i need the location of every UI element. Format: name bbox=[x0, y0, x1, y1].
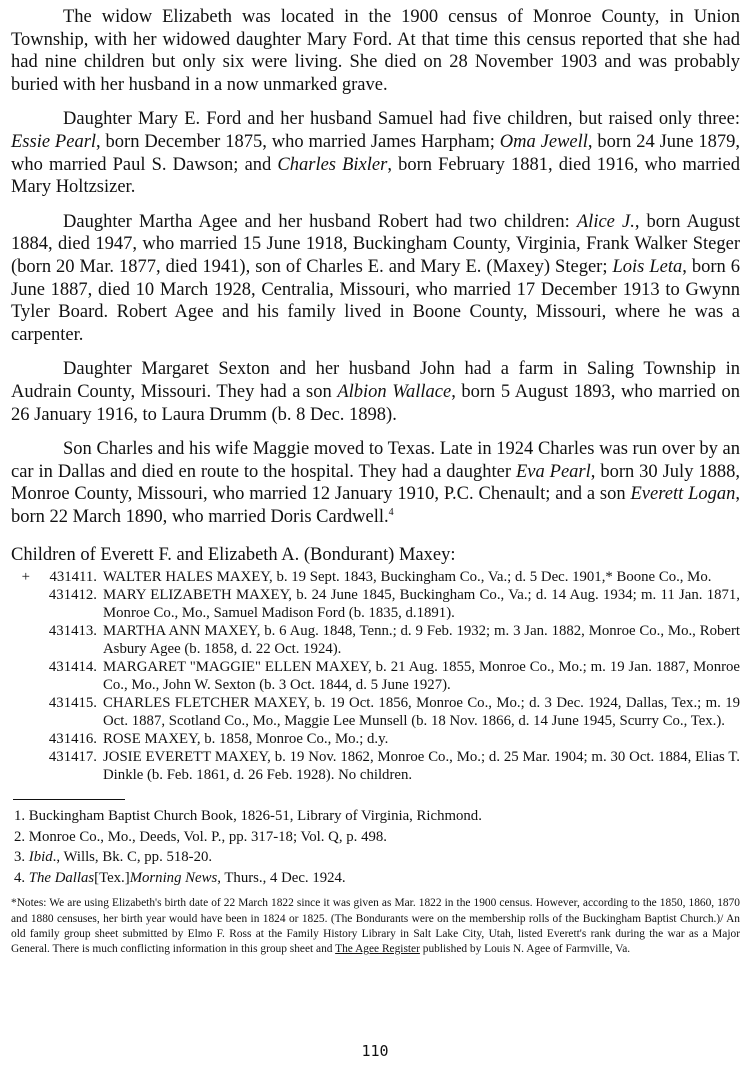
child-number: 431411. bbox=[49, 569, 97, 586]
child-entry bbox=[11, 748, 740, 784]
footnote-number: 4. bbox=[14, 869, 29, 886]
child-text: CHARLES FLETCHER MAXEY, b. 19 Oct. 1856, Monroe Co., Mo.; d. 3 Dec. 1924, Dallas, Tex.; m. 19 Oct. 1887, Scotland Co., Mo., Maggie Lee Munsell (b. 18 Nov. 1866, d. 14 June 1945, Scurry Co., Tex.). bbox=[103, 695, 740, 730]
child-text: MARTHA ANN MAXEY, b. 6 Aug. 1848, Tenn.; d. 9 Feb. 1932; m. 3 Jan. 1882, Monroe Co., Mo., Robert Asbury Agee (b. 1858, d. 22 Oct. 1924). bbox=[103, 623, 740, 658]
descendant-marker bbox=[11, 622, 34, 658]
child-number: 431416. bbox=[48, 731, 97, 748]
text-run: , born December 1875, who married James Harpham; bbox=[96, 131, 500, 152]
text-run: , born 6 June 1887, died 10 March 1928, Centralia, Missouri, who married 17 December 1913 to Gwynn Tyler Board. Robert Agee and his family lived in Boone County, Missouri, where he was a carpenter. bbox=[11, 256, 740, 345]
descendant-marker: + bbox=[21, 569, 30, 586]
child-text: ROSE MAXEY, b. 1858, Monroe Co., Mo.; d.y. bbox=[103, 731, 389, 748]
descendant-marker bbox=[11, 586, 34, 622]
text-run: , born 30 July 1888, Monroe County, Missouri, who married 12 January 1910, P.C. Chenault; and a son bbox=[11, 461, 741, 505]
footnote-2: 2. Monroe Co., Mo., Deeds, Vol. P., pp. 317-18; Vol. Q, p. 498. bbox=[14, 828, 387, 845]
notes-book-title: The Agee Register bbox=[335, 943, 420, 956]
child-text: WALTER HALES MAXEY, b. 19 Sept. 1843, Buckingham Co., Va.; d. 5 Dec. 1901,* Boone Co., Mo. bbox=[103, 569, 712, 586]
child-number: 431414. bbox=[48, 659, 97, 676]
child-number: 431413. bbox=[48, 623, 97, 640]
paragraph-martha-agee bbox=[11, 211, 740, 347]
child-number: 431415. bbox=[48, 695, 97, 712]
child-name: Everett Logan bbox=[630, 484, 736, 505]
page-number: 110 bbox=[361, 1042, 389, 1060]
descendant-marker bbox=[11, 694, 34, 730]
notes-block bbox=[11, 896, 740, 957]
footnotes bbox=[11, 806, 740, 888]
footnote-text: ., Wills, Bk. C, pp. 518-20. bbox=[52, 849, 213, 866]
notes-text: published by Louis N. Agee of Farmville, Va. bbox=[419, 943, 631, 956]
footnote-ref: 4 bbox=[388, 506, 394, 518]
text-run: , born August 1884, died 1947, who married 15 June 1918, Buckingham County, Virginia, Frank Walker Steger (born 20 Mar. 1877, died 1941), son of Charles E. and Mary E. (Maxey) Steger; bbox=[11, 211, 741, 277]
text-run: Daughter Martha Agee and her husband Robert had two children: bbox=[63, 211, 577, 232]
paragraph-text: The widow Elizabeth was located in the 1900 census of Monroe County, in Union Township, with her widowed daughter Mary Ford. At that time this census reported that she had had nine children but only six were living. She died on 28 November 1903 and was probably buried with her husband in a now unmarked grave. bbox=[11, 7, 740, 95]
child-name: Eva Pearl bbox=[515, 461, 591, 482]
child-text: MARGARET "MAGGIE" ELLEN MAXEY, b. 21 Aug. 1855, Monroe Co., Mo.; m. 19 Jan. 1887, Monroe Co., Mo., John W. Sexton (b. 3 Oct. 1844, d. 5 June 1927). bbox=[103, 659, 740, 694]
notes-text: *Notes: We are using Elizabeth's birth date of 22 March 1822 since it was given as Mar. 1822 in the 1900 census. However, according to the 1850, 1860, 1870 and 1880 censuses, her birth year would have been in 1824 or 1825. (The Bondurants were on the membership rolls of the Buckingham Baptist Church.)/ An old family group sheet submitted by Elmo F. Ross at the Family History Library in Salt Lake City, Utah, listed Everett's rank during the war as a Major General. There is much conflicting information in this group sheet and bbox=[11, 897, 740, 956]
children-heading: Children of Everett F. and Elizabeth A. (Bondurant) Maxey: bbox=[11, 545, 456, 566]
footnote-1: 1. Buckingham Baptist Church Book, 1826-51, Library of Virginia, Richmond. bbox=[14, 808, 482, 825]
footnote-divider bbox=[13, 799, 125, 800]
footnote-italic: The Dallas bbox=[28, 869, 95, 886]
child-name: Lois Leta bbox=[612, 256, 683, 277]
text-run: , born 22 March 1890, who married Doris Cardwell. bbox=[11, 484, 741, 527]
child-name: Alice J. bbox=[576, 211, 635, 232]
child-number: 431417. bbox=[48, 749, 97, 766]
child-text: JOSIE EVERETT MAXEY, b. 19 Nov. 1862, Monroe Co., Mo.; d. 25 Mar. 1904; m. 30 Oct. 1884, Elias T. Dinkle (b. Feb. 1861, d. 26 Feb. 1928). No children. bbox=[103, 749, 740, 784]
child-name: Oma Jewell bbox=[499, 131, 588, 152]
footnote-text: [Tex.] bbox=[94, 869, 130, 886]
child-entry bbox=[11, 658, 740, 694]
descendant-marker bbox=[11, 658, 34, 694]
child-entry bbox=[11, 730, 740, 748]
footnote-4 bbox=[11, 868, 740, 889]
text-run: Daughter Mary E. Ford and her husband Samuel had five children, but raised only three: bbox=[63, 109, 740, 130]
text-run: , born 5 August 1893, who married on 26 January 1916, to Laura Drumm (b. 8 Dec. 1898). bbox=[11, 381, 741, 425]
footnote-italic: Ibid bbox=[28, 849, 53, 866]
child-text: MARY ELIZABETH MAXEY, b. 24 June 1845, Buckingham Co., Va.; d. 14 Aug. 1934; m. 11 Jan. 1871, Monroe Co., Mo., Samuel Madison Ford (b. 1835, d.1891). bbox=[103, 587, 740, 622]
paragraph-mary-ford bbox=[11, 108, 740, 198]
text-run: Daughter Margaret Sexton and her husband John had a farm in Saling Township in Audrain County, Missouri. They had a son bbox=[11, 359, 740, 402]
paragraph-widow-elizabeth bbox=[11, 6, 740, 96]
child-entry bbox=[11, 622, 740, 658]
child-number: 431412. bbox=[48, 587, 97, 604]
document-page bbox=[11, 6, 740, 957]
footnote-italic: Morning News bbox=[129, 869, 218, 886]
footnote-3 bbox=[11, 847, 740, 868]
text-run: Son Charles and his wife Maggie moved to Texas. Late in 1924 Charles was run over by an car in Dallas and died en route to the hospital. They had a daughter bbox=[11, 439, 740, 482]
child-entry bbox=[11, 694, 740, 730]
child-name: Albion Wallace bbox=[337, 381, 452, 402]
text-run: , born 24 June 1879, who married Paul S. Dawson; and bbox=[11, 131, 740, 175]
text-run: , born February 1881, died 1916, who married Mary Holtzsizer. bbox=[11, 154, 740, 198]
footnote-number: 3. bbox=[14, 849, 29, 866]
child-entry bbox=[11, 568, 740, 586]
children-list bbox=[11, 568, 740, 784]
descendant-marker bbox=[11, 748, 34, 784]
footnote-text: , Thurs., 4 Dec. 1924. bbox=[217, 869, 346, 886]
child-entry bbox=[11, 586, 740, 622]
paragraph-margaret-sexton bbox=[11, 358, 740, 426]
child-name: Charles Bixler bbox=[277, 154, 388, 175]
child-name: Essie Pearl bbox=[11, 131, 97, 152]
descendant-marker bbox=[11, 730, 34, 748]
paragraph-charles-maggie bbox=[11, 438, 740, 528]
